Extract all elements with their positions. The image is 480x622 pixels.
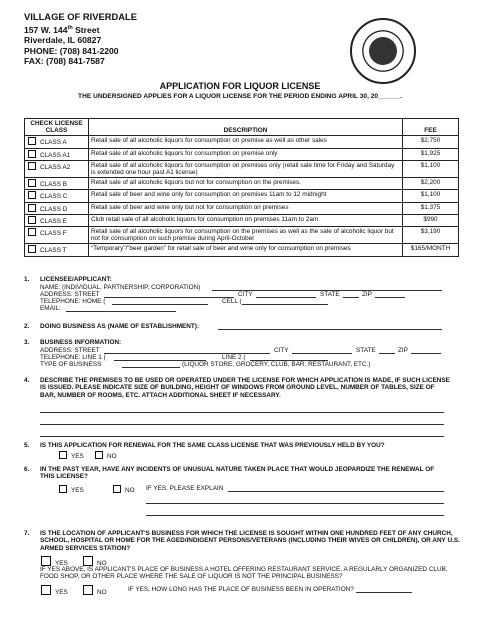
license-fee: $1,925 xyxy=(403,148,459,160)
license-description: Retail sale of beer and wine only but not for consumption on premises xyxy=(89,202,403,214)
renewal-no-label: NO xyxy=(107,453,117,460)
license-class-label: CLASS A xyxy=(40,139,67,147)
license-fee: $990 xyxy=(403,214,459,226)
license-class-checkbox[interactable] xyxy=(28,204,36,212)
village-seal-icon xyxy=(350,18,416,84)
village-header xyxy=(24,12,137,67)
license-row xyxy=(25,227,459,244)
license-class-cell xyxy=(25,202,89,214)
section-3-number: 3. xyxy=(24,339,30,346)
license-class-cell xyxy=(25,178,89,190)
proximity-no-checkbox[interactable] xyxy=(83,556,93,566)
license-class-cell xyxy=(25,136,89,148)
section-7-followup: IF YES ABOVE, IS APPLICANT'S PLACE OF BUSINESS A HOTEL OFFERING RESTAURANT SERVICE, A REGULARLY ORGANIZED CLUB, FOOD SHOP, OR OTHER PLACE WHERE THE SALE OF LIQUOR IS NOT THE PRINCIPAL BUSINESS? xyxy=(40,566,448,581)
license-class-label: CLASS D xyxy=(40,205,68,213)
license-fee: $1,100 xyxy=(403,160,459,177)
incident-explain-label: IF YES, PLEASE EXPLAIN xyxy=(146,485,224,492)
license-description: Retail sale of beer and wine only for consumption on premises 11am to 12 midnight xyxy=(89,190,403,202)
business-type-field[interactable] xyxy=(122,367,180,368)
applicant-city-field[interactable] xyxy=(256,297,316,298)
license-class-label: CLASS T xyxy=(40,247,67,255)
business-line2-label: LINE 2 ( xyxy=(222,354,246,361)
village-name: VILLAGE OF RIVERDALE xyxy=(24,11,138,22)
license-fee: $2,750 xyxy=(403,136,459,148)
license-class-cell xyxy=(25,148,89,160)
license-fee: $3,190 xyxy=(403,227,459,244)
village-phone: PHONE: (708) 841-2200 xyxy=(24,45,119,56)
section-4-number: 4. xyxy=(24,377,30,384)
applicant-state-label: STATE xyxy=(320,291,340,298)
explain-line-2[interactable] xyxy=(146,503,444,504)
business-zip-label: ZIP xyxy=(398,347,408,354)
license-description: Club retail sale of all alcoholic liquors for consumption on premises 11am to 2am xyxy=(89,214,403,226)
license-class-cell xyxy=(25,214,89,226)
section-7-number: 7. xyxy=(24,530,30,537)
incident-no-checkbox[interactable] xyxy=(113,485,121,493)
operation-duration-label: IF YES, HOW LONG HAS THE PLACE OF BUSINESS BEEN IN OPERATION? xyxy=(128,586,354,593)
col-header-description: DESCRIPTION xyxy=(89,119,403,136)
section-2-title: DOING BUSINESS AS (NAME OF ESTABLISHMENT): xyxy=(40,323,200,330)
s5-no-option xyxy=(94,451,117,460)
license-class-checkbox[interactable] xyxy=(28,179,36,187)
section-3-title: BUSINESS INFORMATION: xyxy=(40,339,122,346)
applicant-name-label: NAME: (INDIVIDUAL, PARTNERSHIP, CORPORATION) xyxy=(40,284,201,291)
applicant-email-field[interactable] xyxy=(66,311,176,312)
applicant-address-label: ADDRESS: STREET xyxy=(40,291,100,298)
license-row xyxy=(25,148,459,160)
license-description: Retail sale of all alcoholic liquors for consumption on premise only xyxy=(89,148,403,160)
applicant-city-label: CITY xyxy=(238,291,253,298)
section-6-number: 6. xyxy=(24,466,30,473)
license-row xyxy=(25,202,459,214)
proximity-no-label: NO xyxy=(97,560,107,567)
applicant-zip-field[interactable] xyxy=(375,297,405,298)
license-row xyxy=(25,160,459,177)
business-city-label: CITY xyxy=(274,347,289,354)
license-class-checkbox[interactable] xyxy=(28,150,36,158)
s6-yes-option xyxy=(58,485,84,494)
applicant-zip-label: ZIP xyxy=(362,291,372,298)
s7-yes2-option xyxy=(40,585,68,596)
s7-no2-option xyxy=(82,585,107,596)
premises-line-3[interactable] xyxy=(40,436,444,437)
s5-yes-option xyxy=(58,451,84,460)
section-7-text: IS THE LOCATION OF APPLICANT'S BUSINESS FOR WHICH THE LICENSE IS SOUGHT WITHIN ONE HUNDRED FEET OF ANY CHURCH, SCHOOL, HOSPITAL OR HOME FOR THE AGED/INDIGENT PERSONS/VETERANS (INCLUDING THEIR WIVES OR CHILDREN), OR ANY U.S. ARMED SERVICES STATION? xyxy=(40,530,460,552)
license-class-label: CLASS F xyxy=(40,230,67,238)
license-fee: $1,100 xyxy=(403,190,459,202)
license-row xyxy=(25,190,459,202)
proximity-yes-label: YES xyxy=(55,560,68,567)
business-city-field[interactable] xyxy=(292,353,352,354)
applicant-home-phone-label: TELEPHONE: HOME ( xyxy=(40,298,106,305)
col-header-class: CHECK LICENSE CLASS xyxy=(25,119,89,136)
village-fax: FAX: (708) 841-7587 xyxy=(24,56,105,67)
explain-line-1[interactable] xyxy=(228,491,444,492)
license-class-checkbox[interactable] xyxy=(28,191,36,199)
applicant-cell-label: CELL ( xyxy=(222,298,242,305)
form-title: APPLICATION FOR LIQUOR LICENSE xyxy=(159,81,321,91)
section-4-text: DESCRIBE THE PREMISES TO BE USED OR OPERATED UNDER THE LICENSE FOR WHICH APPLICATION IS MADE, IF SUCH LICENSE IS ISSUED. PLEASE INDICATE SIZE OF BUILDING, HEIGHT OF WINDOWS FROM GROUND LEVEL, NUMBER OF TABLES, SIZE OF BAR, NUMBER OF ROOMS, ETC. ATTACH ADDITIONAL SHEET IF NECESSARY. xyxy=(40,377,450,399)
license-fee: $1,375 xyxy=(403,202,459,214)
license-fee: $2,200 xyxy=(403,178,459,190)
license-description: Retail sale of all alcoholic liquors for consumption on premises only (retail sale time for Friday and Saturday is extended one hour past A1 license) xyxy=(89,160,403,177)
license-description: Retail sale of all alcoholic liquors for consumption on the premises as well as the sale of alcoholic liquor but not for consumption on such premise during April-October xyxy=(89,227,403,244)
business-zip-field[interactable] xyxy=(411,353,441,354)
license-class-table xyxy=(24,118,459,257)
form-subtitle: THE UNDERSIGNED APPLIES FOR A LIQUOR LICENSE FOR THE PERIOD ENDING APRIL 30, 20______. xyxy=(78,93,402,100)
incident-no-label: NO xyxy=(125,487,135,494)
business-state-field[interactable] xyxy=(379,353,395,354)
applicant-cell-field[interactable] xyxy=(242,304,328,305)
license-class-label: CLASS C xyxy=(40,193,68,201)
section-5-text: IS THIS APPLICATION FOR RENEWAL FOR THE SAME CLASS LICENSE THAT WAS PREVIOUSLY HELD BY YOU? xyxy=(40,442,385,449)
col-header-fee: FEE xyxy=(403,119,459,136)
explain-line-3[interactable] xyxy=(146,515,444,516)
business-line1-label: TELEPHONE: LINE 1 ( xyxy=(40,354,106,361)
applicant-state-field[interactable] xyxy=(343,297,359,298)
license-row xyxy=(25,214,459,226)
incident-yes-label: YES xyxy=(71,487,84,494)
incident-yes-checkbox[interactable] xyxy=(59,485,67,493)
license-description: Retail sale of all alcoholic liquors for consumption on premise as well as other sales xyxy=(89,136,403,148)
section-5-number: 5. xyxy=(24,442,30,449)
applicant-street-field[interactable] xyxy=(104,297,234,298)
license-class-checkbox[interactable] xyxy=(28,216,36,224)
s6-no-option xyxy=(112,485,135,494)
license-fee: $165/MONTH xyxy=(403,244,459,256)
license-class-label: CLASS E xyxy=(40,217,67,225)
section-6-text: IN THE PAST YEAR, HAVE ANY INCIDENTS OF UNUSUAL NATURE TAKEN PLACE THAT WOULD JEOPARDIZE THE RENEWAL OF THIS LICENSE? xyxy=(40,466,435,481)
dba-field[interactable] xyxy=(218,329,442,330)
license-class-cell xyxy=(25,244,89,256)
principal-no-label: NO xyxy=(97,589,107,596)
premises-line-2[interactable] xyxy=(40,424,444,425)
proximity-yes-checkbox[interactable] xyxy=(41,556,51,566)
license-class-label: CLASS B xyxy=(40,181,67,189)
section-1-title: LICENSEE/APPLICANT: xyxy=(40,276,112,283)
village-address: 157 W. 144th Street xyxy=(24,24,100,35)
principal-yes-checkbox[interactable] xyxy=(41,585,51,595)
renewal-no-checkbox[interactable] xyxy=(95,451,103,459)
license-row xyxy=(25,178,459,190)
license-row xyxy=(25,136,459,148)
business-type-label: TYPE OF BUSINESS xyxy=(40,361,102,368)
license-class-checkbox[interactable] xyxy=(28,162,36,170)
business-state-label: STATE xyxy=(356,347,376,354)
license-description: Retail sale of all alcoholic liquors but not for consumption on the premises. xyxy=(89,178,403,190)
license-class-checkbox[interactable] xyxy=(28,137,36,145)
license-class-label: CLASS A2 xyxy=(40,163,71,171)
section-2-number: 2. xyxy=(24,323,30,330)
section-1-number: 1. xyxy=(24,276,30,283)
license-class-cell xyxy=(25,160,89,177)
license-class-checkbox[interactable] xyxy=(28,228,36,236)
license-class-label: CLASS A1 xyxy=(40,151,71,159)
operation-duration-field[interactable] xyxy=(356,592,412,593)
applicant-home-phone-field[interactable] xyxy=(112,304,208,305)
license-description: “Temporary”/”beer garden” for retail sale of beer and wine only for consumption on premises xyxy=(89,244,403,256)
license-row xyxy=(25,244,459,256)
principal-no-checkbox[interactable] xyxy=(83,585,93,595)
license-class-cell xyxy=(25,190,89,202)
business-address-label: ADDRESS: STREET xyxy=(40,347,100,354)
premises-line-1[interactable] xyxy=(40,412,444,413)
renewal-yes-label: YES xyxy=(71,453,84,460)
license-class-cell xyxy=(25,227,89,244)
village-city: Riverdale, IL 60827 xyxy=(24,35,102,46)
applicant-email-label: EMAIL: xyxy=(40,305,61,312)
business-type-hint: (LIQUOR STORE, GROCERY, CLUB, BAR, RESTAURANT, ETC.) xyxy=(182,361,371,368)
principal-yes-label: YES xyxy=(55,589,68,596)
renewal-yes-checkbox[interactable] xyxy=(59,451,67,459)
license-class-checkbox[interactable] xyxy=(28,245,36,253)
